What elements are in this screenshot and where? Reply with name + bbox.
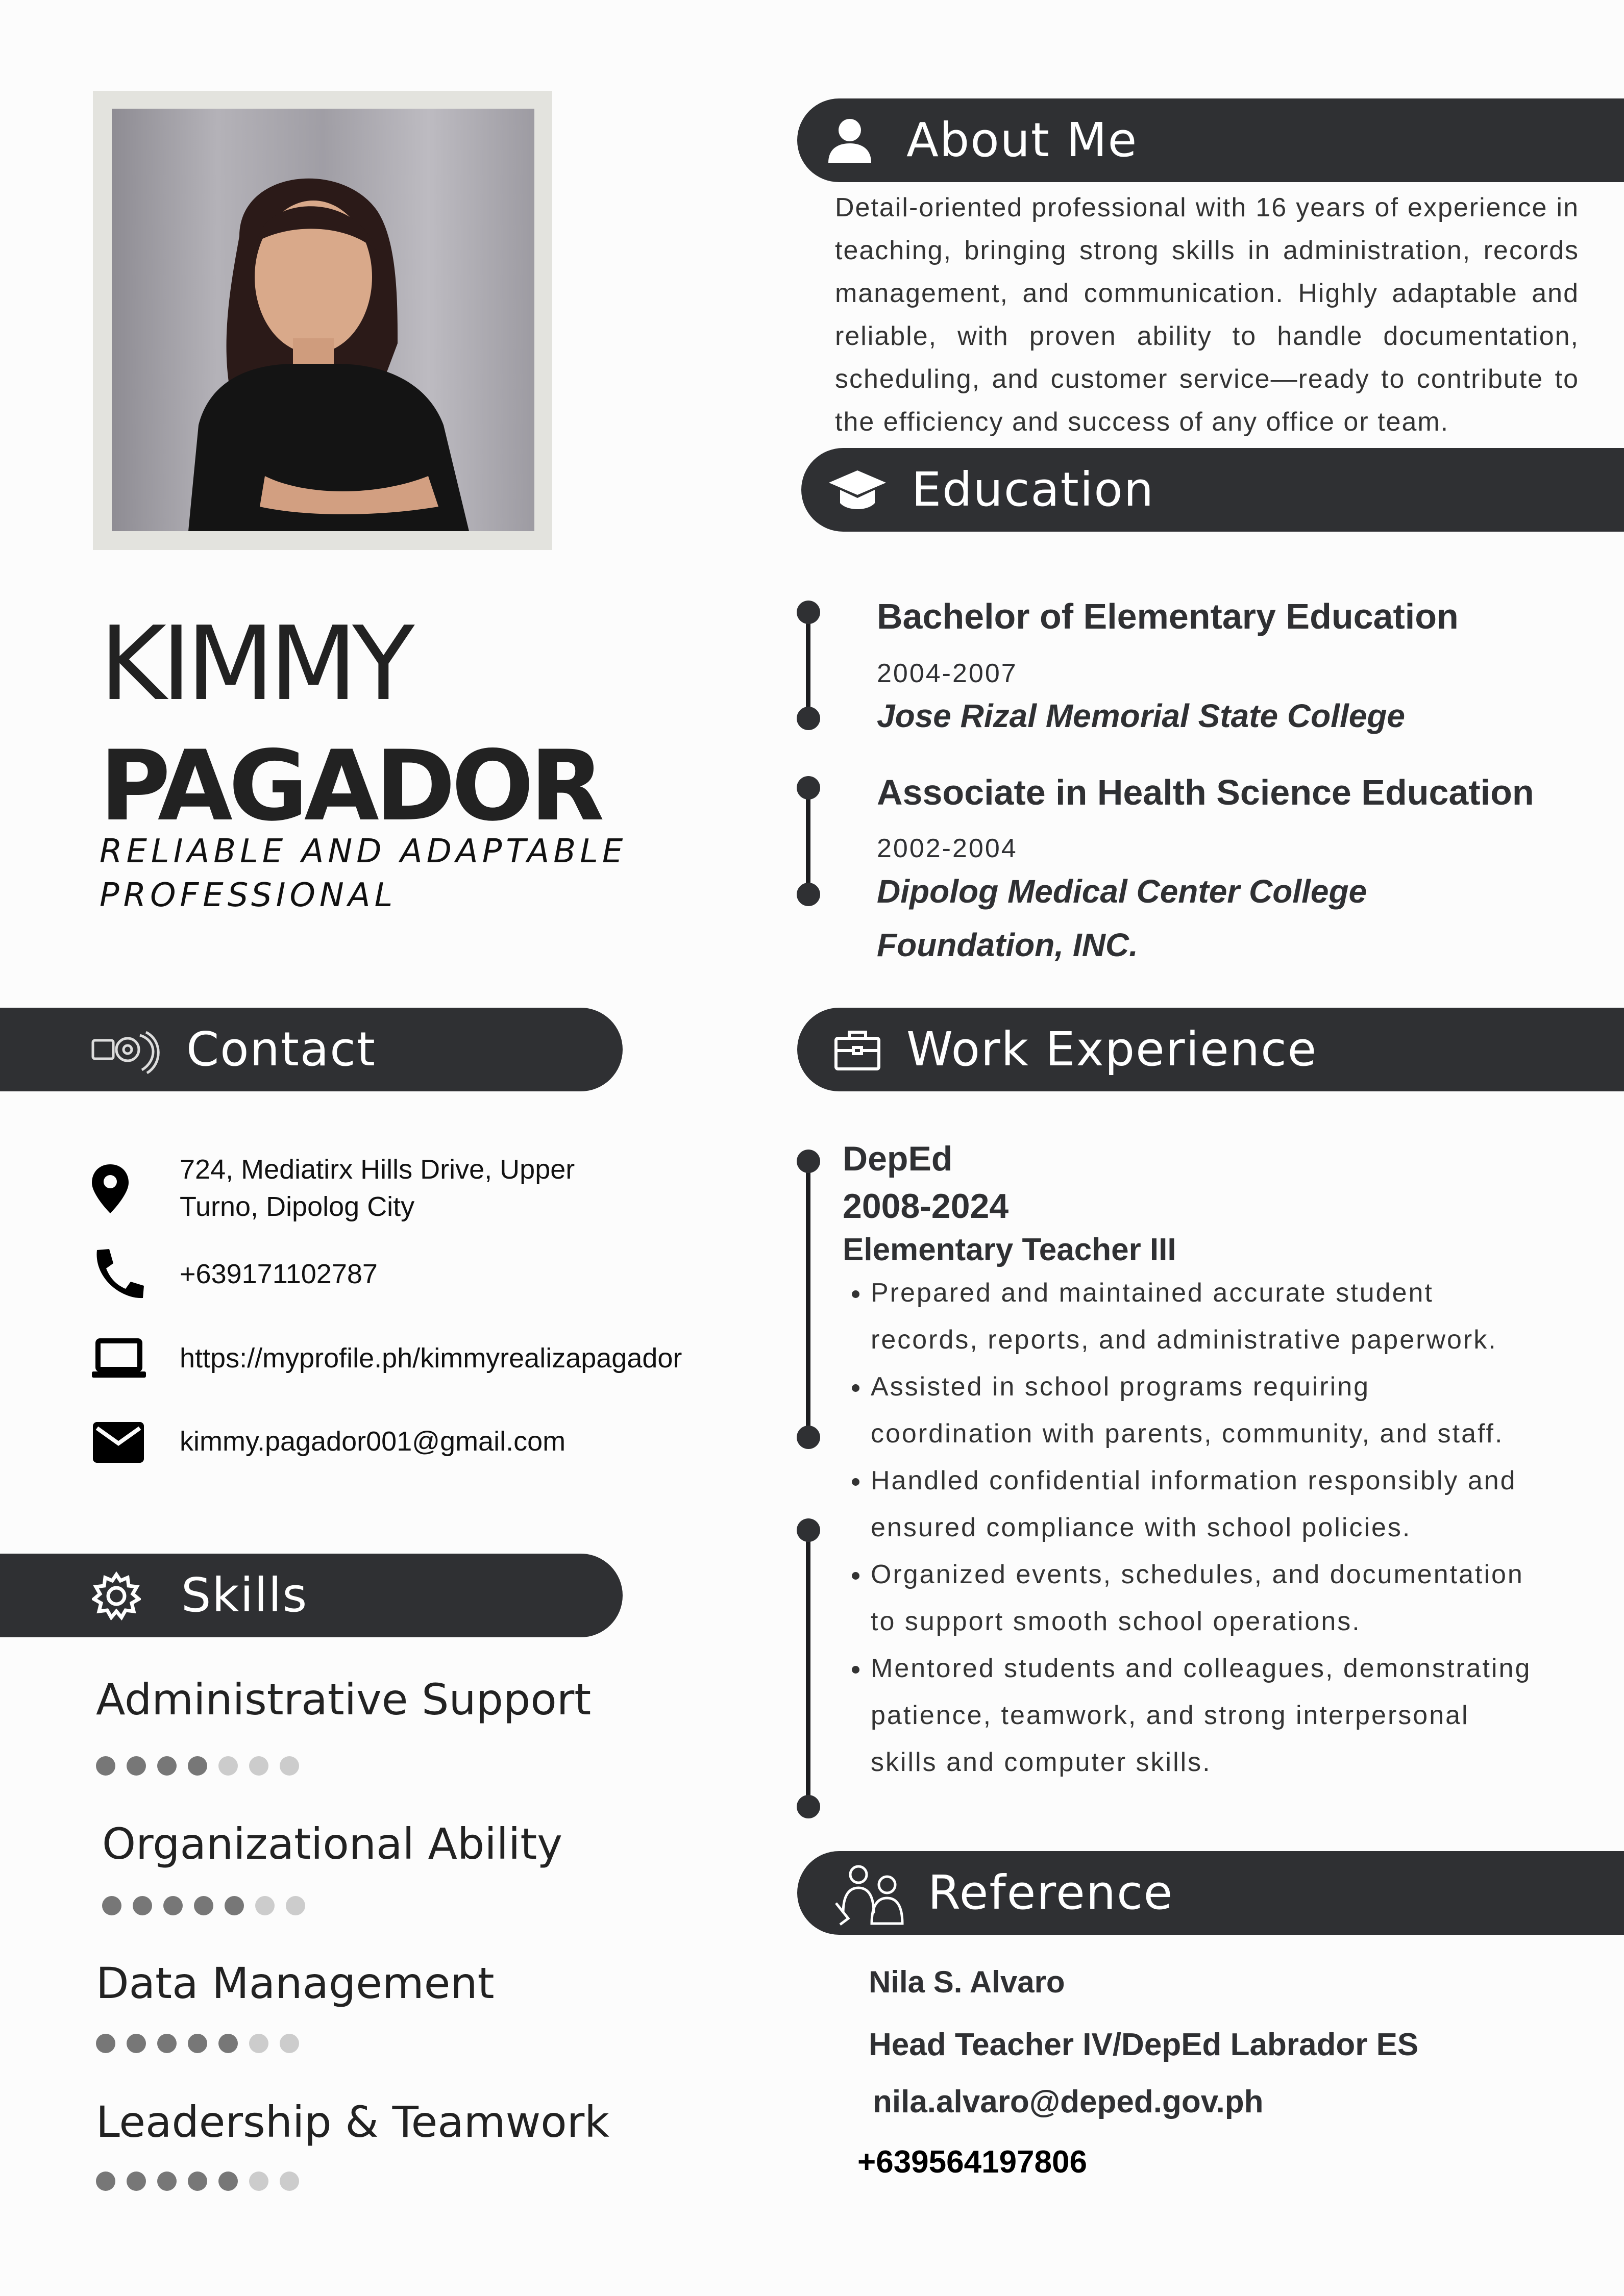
timeline-dot <box>797 776 820 800</box>
reference-title: Head Teacher IV/DepEd Labrador ES <box>869 2027 1419 2062</box>
rating-dot-empty <box>249 2172 268 2191</box>
rating-dot-empty <box>286 1896 305 1915</box>
skill-rating <box>102 1896 305 1915</box>
work-heading: Work Experience <box>906 1022 1318 1077</box>
work-position: Elementary Teacher III <box>843 1232 1176 1267</box>
education-school: Foundation, INC. <box>877 927 1138 963</box>
work-duty-item: • Organized events, schedules, and documentation to support smooth school operations. <box>871 1551 1583 1645</box>
rating-dot-empty <box>280 1756 299 1776</box>
work-employer: DepEd <box>843 1139 953 1178</box>
rating-dot-filled <box>127 2034 146 2053</box>
timeline-dot <box>797 601 820 624</box>
user-icon <box>825 116 874 165</box>
skill-name: Leadership & Teamwork <box>96 2097 609 2147</box>
rating-dot-empty <box>255 1896 275 1915</box>
people-icon <box>834 1862 911 1926</box>
rating-dot-filled <box>188 2034 207 2053</box>
education-timeline-line <box>806 788 810 895</box>
contact-phone[interactable]: +639171102787 <box>180 1259 378 1289</box>
work-duty-item: • Prepared and maintained accurate student records, reports, and administrative paperwork. <box>871 1269 1583 1363</box>
contact-heading: Contact <box>186 1022 376 1077</box>
laptop-icon <box>92 1338 146 1379</box>
briefcase-icon <box>834 1028 881 1071</box>
timeline-dot <box>797 883 820 906</box>
contact-address-line-1: 724, Mediatirx Hills Drive, Upper <box>180 1154 575 1185</box>
timeline-dot <box>797 1150 820 1173</box>
last-name: PAGADOR <box>100 730 601 842</box>
tagline-line-1: RELIABLE AND ADAPTABLE <box>100 833 627 870</box>
profile-photo <box>112 109 534 531</box>
work-timeline-line <box>806 1530 810 1805</box>
gear-icon <box>92 1571 141 1620</box>
education-heading: Education <box>912 462 1155 517</box>
education-timeline-line <box>806 612 810 719</box>
rating-dot-empty <box>249 1756 268 1776</box>
work-duty-item: • Mentored students and colleagues, demonstrating patience, teamwork, and strong interpersonal skills and computer skills. <box>871 1645 1583 1786</box>
rating-dot-filled <box>157 1756 177 1776</box>
skill-name: Administrative Support <box>96 1675 592 1725</box>
rating-dot-filled <box>188 2172 207 2191</box>
rating-dot-empty <box>249 2034 268 2053</box>
reference-name: Nila S. Alvaro <box>869 1965 1065 1999</box>
rating-dot-empty <box>280 2034 299 2053</box>
about-text: Detail-oriented professional with 16 years of experience in teaching, bringing strong skills in administration, records management, and communication. Highly adaptable and reliable, with proven ability to handle documentation, scheduling, and customer service—ready to contribute to the efficiency and success of any office or team. <box>835 193 1579 437</box>
reference-heading-bar <box>797 1851 1624 1935</box>
skill-name: Organizational Ability <box>102 1819 562 1869</box>
email-icon <box>92 1421 145 1464</box>
contact-email[interactable]: kimmy.pagador001@gmail.com <box>180 1426 566 1457</box>
education-school: Jose Rizal Memorial State College <box>877 697 1405 734</box>
education-years: 2002-2004 <box>877 834 1018 863</box>
skills-heading: Skills <box>181 1568 308 1623</box>
contact-icon <box>91 1025 162 1076</box>
profile-photo-frame <box>93 91 552 550</box>
education-heading-bar <box>801 448 1624 532</box>
about-heading: About Me <box>906 113 1138 167</box>
education-degree: Bachelor of Elementary Education <box>877 596 1459 636</box>
timeline-dot <box>797 1518 820 1542</box>
education-degree: Associate in Health Science Education <box>877 772 1534 812</box>
skill-rating <box>96 1756 299 1776</box>
skills-heading-bar <box>0 1554 623 1637</box>
phone-icon <box>90 1246 146 1302</box>
graduation-cap-icon <box>827 467 888 516</box>
rating-dot-empty <box>218 1756 238 1776</box>
tagline-line-2: PROFESSIONAL <box>100 877 397 914</box>
contact-heading-bar <box>0 1008 623 1091</box>
rating-dot-filled <box>157 2172 177 2191</box>
about-heading-bar <box>797 98 1624 182</box>
work-duties-list <box>843 1269 1583 1786</box>
skill-name: Data Management <box>96 1958 495 2008</box>
work-heading-bar <box>797 1008 1624 1091</box>
timeline-dot <box>797 707 820 730</box>
rating-dot-filled <box>163 1896 183 1915</box>
rating-dot-empty <box>280 2172 299 2191</box>
contact-address-line-2: Turno, Dipolog City <box>180 1191 415 1222</box>
education-school: Dipolog Medical Center College <box>877 873 1367 910</box>
person-photo-icon <box>112 109 534 531</box>
rating-dot-filled <box>157 2034 177 2053</box>
rating-dot-filled <box>194 1896 213 1915</box>
work-duty-item: • Assisted in school programs requiring coordination with parents, community, and staff. <box>871 1363 1583 1457</box>
timeline-dot <box>797 1426 820 1449</box>
rating-dot-filled <box>102 1896 121 1915</box>
work-timeline-line <box>806 1161 810 1437</box>
timeline-dot <box>797 1795 820 1818</box>
skill-rating <box>96 2034 299 2053</box>
reference-heading: Reference <box>928 1865 1174 1920</box>
rating-dot-filled <box>188 1756 207 1776</box>
rating-dot-filled <box>218 2034 238 2053</box>
rating-dot-filled <box>225 1896 244 1915</box>
rating-dot-filled <box>133 1896 152 1915</box>
skill-rating <box>96 2172 299 2191</box>
contact-website[interactable]: https://myprofile.ph/kimmyrealizapagador <box>180 1343 682 1374</box>
first-name: KIMMY <box>100 605 410 723</box>
rating-dot-filled <box>96 1756 115 1776</box>
location-pin-icon <box>90 1162 131 1215</box>
rating-dot-filled <box>218 2172 238 2191</box>
rating-dot-filled <box>127 2172 146 2191</box>
reference-phone[interactable]: +639564197806 <box>857 2144 1087 2180</box>
rating-dot-filled <box>96 2172 115 2191</box>
rating-dot-filled <box>127 1756 146 1776</box>
reference-email[interactable]: nila.alvaro@deped.gov.ph <box>873 2084 1264 2119</box>
work-duty-item: • Handled confidential information responsibly and ensured compliance with school policies. <box>871 1457 1583 1551</box>
work-years: 2008-2024 <box>843 1187 1009 1226</box>
rating-dot-filled <box>96 2034 115 2053</box>
education-years: 2004-2007 <box>877 659 1018 688</box>
